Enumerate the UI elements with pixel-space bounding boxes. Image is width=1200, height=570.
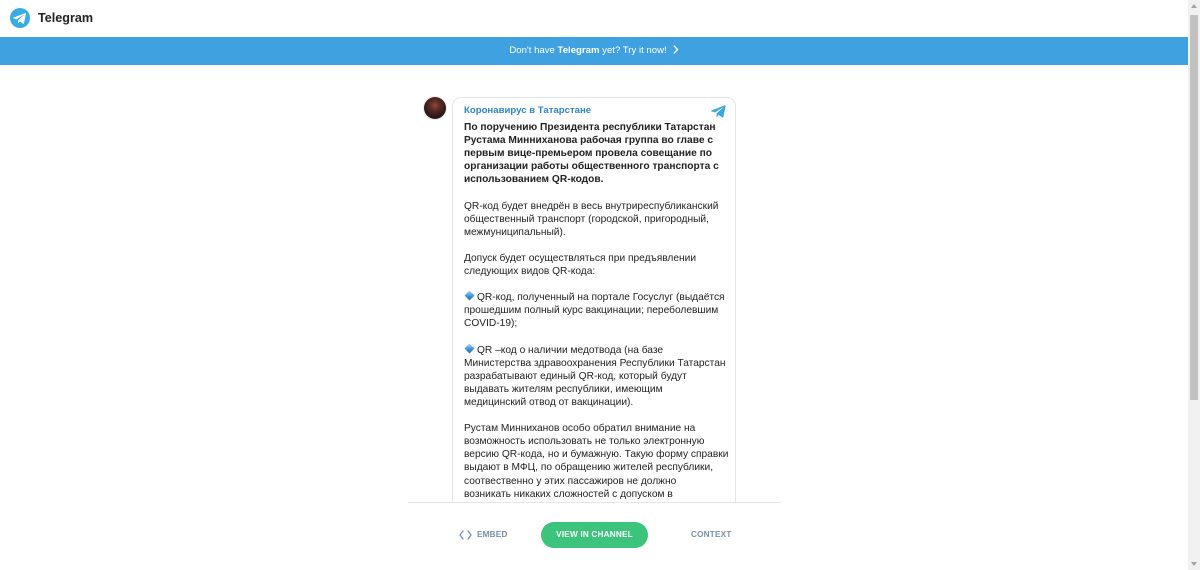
embed-label: EMBED	[477, 530, 508, 539]
post-text-line: использованием QR-кодов.	[464, 174, 604, 186]
post-paragraph	[464, 252, 725, 278]
post-widget	[408, 65, 781, 502]
context-button[interactable]: CONTEXT	[691, 530, 732, 539]
post-text-line: COVID-19);	[464, 318, 518, 330]
banner-brand: Telegram	[557, 45, 600, 56]
telegram-plane-icon[interactable]	[711, 104, 726, 118]
post-text-line-content: QR –код о наличии медотвода (на базе	[477, 344, 664, 356]
post-bubble	[452, 97, 736, 502]
post-text-line: выдают в МФЦ, по обращению жителей республики,	[464, 462, 714, 474]
post-text-line: медицинский отвод от вакцинации).	[464, 396, 634, 408]
post-text-line: соотвественно у этих пассажиров не должно	[464, 475, 677, 487]
post-paragraph	[464, 121, 725, 186]
channel-name-link[interactable]: Коронавирус в Татарстане	[464, 105, 592, 116]
header-brand[interactable]: Telegram	[38, 11, 94, 25]
post-text-line: организации работы общественного транспорта с	[464, 161, 719, 173]
embed-button[interactable]	[459, 528, 508, 542]
banner-suffix: yet? Try it now!	[599, 45, 667, 56]
post-text-line: следующих видов QR-кода:	[464, 266, 596, 278]
post-text-line: версию QR-кода, но и бумажную. Такую форму справки	[464, 449, 729, 461]
post-text-line: По поручению Президента республики Татарстан	[464, 122, 716, 133]
scrollbar-thumb[interactable]	[1190, 15, 1198, 400]
post-text-line: возникать никаких сложностей с допуском в	[464, 488, 673, 500]
post-text-line-content: QR-код, полученный на портале Госуслуг (выдаётся	[477, 292, 725, 304]
top-header	[0, 0, 1188, 37]
scroll-up-arrow-icon[interactable]	[1191, 4, 1197, 8]
post-text	[464, 121, 729, 501]
channel-avatar[interactable]	[424, 97, 446, 119]
post-text-line	[464, 344, 725, 357]
view-in-channel-button[interactable]: VIEW IN CHANNEL	[541, 522, 648, 548]
large-blue-diamond-icon	[465, 343, 475, 353]
post-text-line: Рустама Минниханова рабочая группа во главе с	[464, 135, 713, 147]
chevron-right-icon	[673, 45, 679, 54]
download-telegram-banner[interactable]	[0, 37, 1188, 65]
post-text-line: Рустам Минниханов особо обратил внимание на	[464, 423, 696, 435]
post-paragraph	[464, 200, 725, 239]
code-icon	[459, 530, 472, 540]
banner-prefix: Don't have	[509, 45, 558, 56]
post-paragraph	[464, 422, 729, 501]
post-text-line: Министерства здравоохранения Республики Татарстан	[464, 357, 726, 369]
post-paragraph	[464, 291, 725, 330]
post-text-line: выдавать жителям республики, имеющим	[464, 383, 663, 395]
post-text-line	[464, 291, 725, 304]
post-text-line: QR-код будет внедрён в весь внутриреспубликанский	[464, 200, 719, 212]
post-text-line: возможность использовать не только электронную	[464, 436, 705, 448]
scroll-down-arrow-icon[interactable]	[1191, 562, 1197, 566]
large-blue-diamond-icon	[465, 291, 475, 301]
telegram-logo-icon[interactable]	[10, 8, 30, 28]
post-text-line: прошедшим полный курс вакцинации; переболевшим	[464, 305, 719, 317]
page-scrollbar[interactable]	[1188, 0, 1200, 570]
post-text-line: Допуск будет осуществляться при предъявлении	[464, 252, 697, 264]
post-text-line: межмуниципальный).	[464, 226, 566, 238]
post-text-line: разрабатывают единый QR-код, который будут	[464, 370, 687, 382]
post-text-line: первым вице-премьером провела совещание по	[464, 148, 712, 160]
post-text-line: общественный транспорт (городской, пригородный,	[464, 213, 709, 225]
post-actions	[408, 503, 781, 570]
post-paragraph	[464, 344, 725, 409]
